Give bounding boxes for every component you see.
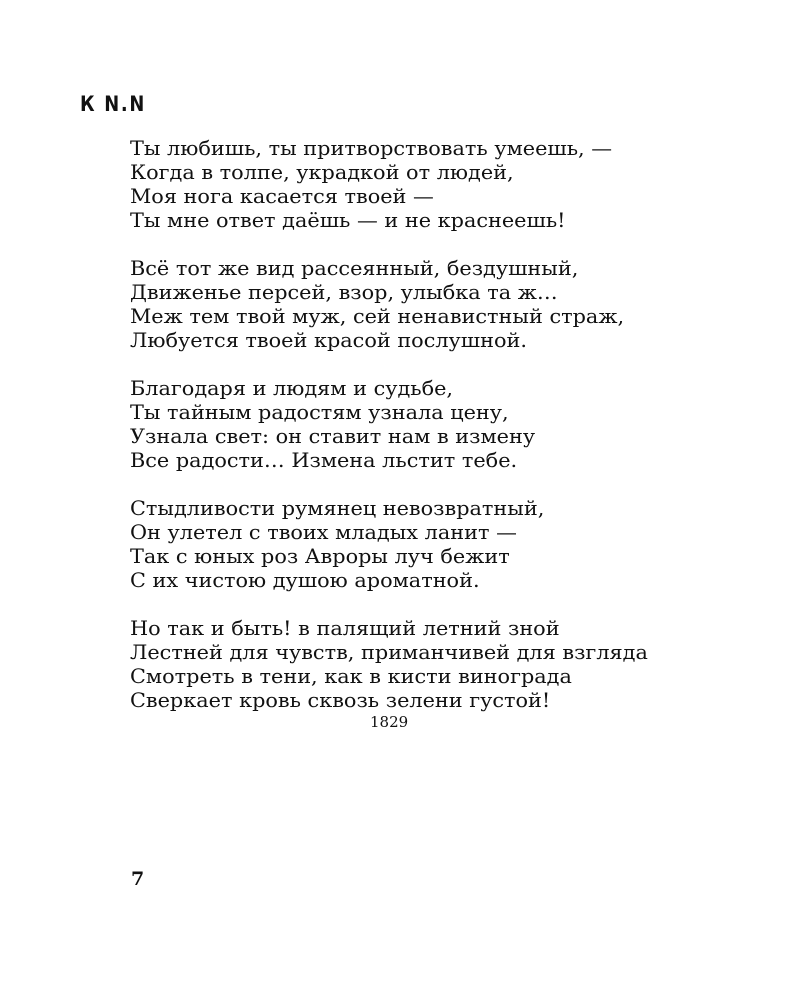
poem-line: Когда в толпе, украдкой от людей, (130, 160, 514, 184)
poem-line: Любуется твоей красой послушной. (130, 328, 528, 352)
poem-line: Всё тот же вид рассеянный, бездушный, (130, 256, 579, 280)
stanza (130, 256, 750, 352)
poem-body (130, 136, 750, 736)
poem-line: Ты мне ответ даёшь — и не краснеешь! (130, 208, 566, 232)
poem-line: Смотреть в тени, как в кисти винограда (130, 664, 572, 688)
poem-line: С их чистою душою ароматной. (130, 568, 480, 592)
poem-line: Меж тем твой муж, сей ненавистный страж, (130, 304, 625, 328)
poem-line: Ты любишь, ты притворствовать умеешь, — (130, 136, 613, 160)
poem-line: Узнала свет: он ставит нам в измену (130, 424, 536, 448)
poem-line: Моя нога касается твоей — (130, 184, 434, 208)
stanza (130, 376, 750, 472)
poem-line: Движенье персей, взор, улыбка та ж… (130, 280, 558, 304)
poem-line: Стыдливости румянец невозвратный, (130, 496, 545, 520)
poem-line: Он улетел с твоих младых ланит — (130, 520, 517, 544)
poem-line: Ты тайным радостям узнала цену, (130, 400, 509, 424)
poem-date: 1829 (370, 713, 409, 731)
poem-line: Сверкает кровь сквозь зелени густой! (130, 688, 551, 712)
poem-line: Лестней для чувств, приманчивей для взгляда (130, 640, 648, 664)
stanza (130, 136, 750, 232)
stanza (130, 616, 750, 712)
page-number: 7 (131, 868, 145, 890)
poem-line: Благодаря и людям и судьбе, (130, 376, 454, 400)
poem-line: Так с юных роз Авроры луч бежит (130, 544, 510, 568)
poem-title: К N.N (80, 92, 146, 116)
poem-line: Все радости… Измена льстит тебе. (130, 448, 518, 472)
stanza (130, 496, 750, 592)
poem-line: Но так и быть! в палящий летний зной (130, 616, 560, 640)
